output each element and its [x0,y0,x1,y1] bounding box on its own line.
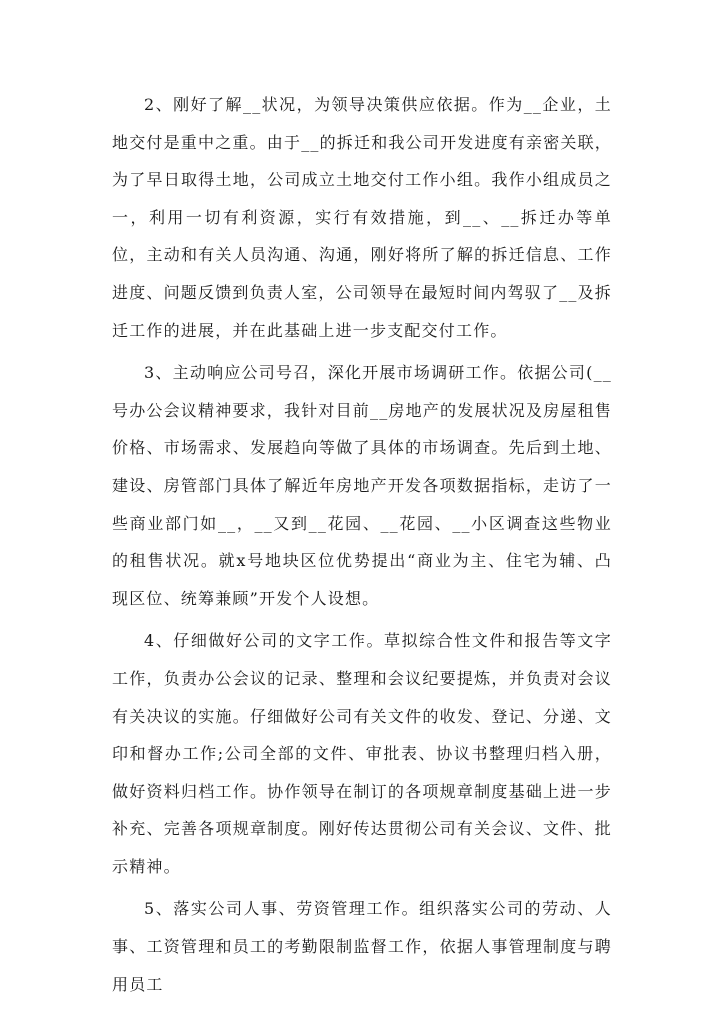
paragraph-4: 4、仔细做好公司的文字工作。草拟综合性文件和报告等文字工作，负责办公会议的记录、整理和会议纪要提炼，并负责对会议有关决议的实施。仔细做好公司有关文件的收发、登记、分递、文印和督办工作;公司全部的文件、审批表、协议书整理归档入册，做好资料归档工作。协作领导在制订的各项规章制度基础上进一步补充、完善各项规章制度。刚好传达贯彻公司有关会议、文件、批示精神。 [112,631,612,876]
paragraph-3: 3、主动响应公司号召，深化开展市场调研工作。依据公司(__号办公会议精神要求，我针对目前__房地产的发展状况及房屋租售价格、市场需求、发展趋向等做了具体的市场调查。先后到土地、建设、房管部门具体了解近年房地产开发各项数据指标，走访了一些商业部门如__，__又到__花园、__花园、__小区调查这些物业的租售状况。就x号地块区位优势提出“商业为主、住宅为辅、凸现区位、统筹兼顾”开发个人设想。 [112,363,613,608]
document-body [112,86,612,1003]
paragraph-5: 5、落实公司人事、劳资管理工作。组织落实公司的劳动、人事、工资管理和员工的考勤限制监督工作，依据人事管理制度与聘用员工 [112,899,612,994]
paragraph-2: 2、刚好了解__状况，为领导决策供应依据。作为__企业，土地交付是重中之重。由于__的拆迁和我公司开发进度有亲密关联，为了早日取得土地，公司成立土地交付工作小组。我作小组成员之一，利用一切有利资源，实行有效措施，到__、__拆迁办等单位，主动和有关人员沟通、沟通，刚好将所了解的拆迁信息、工作进度、问题反馈到负责人室，公司领导在最短时间内驾驭了__及拆迁工作的进展，并在此基础上进一步支配交付工作。 [112,95,613,340]
